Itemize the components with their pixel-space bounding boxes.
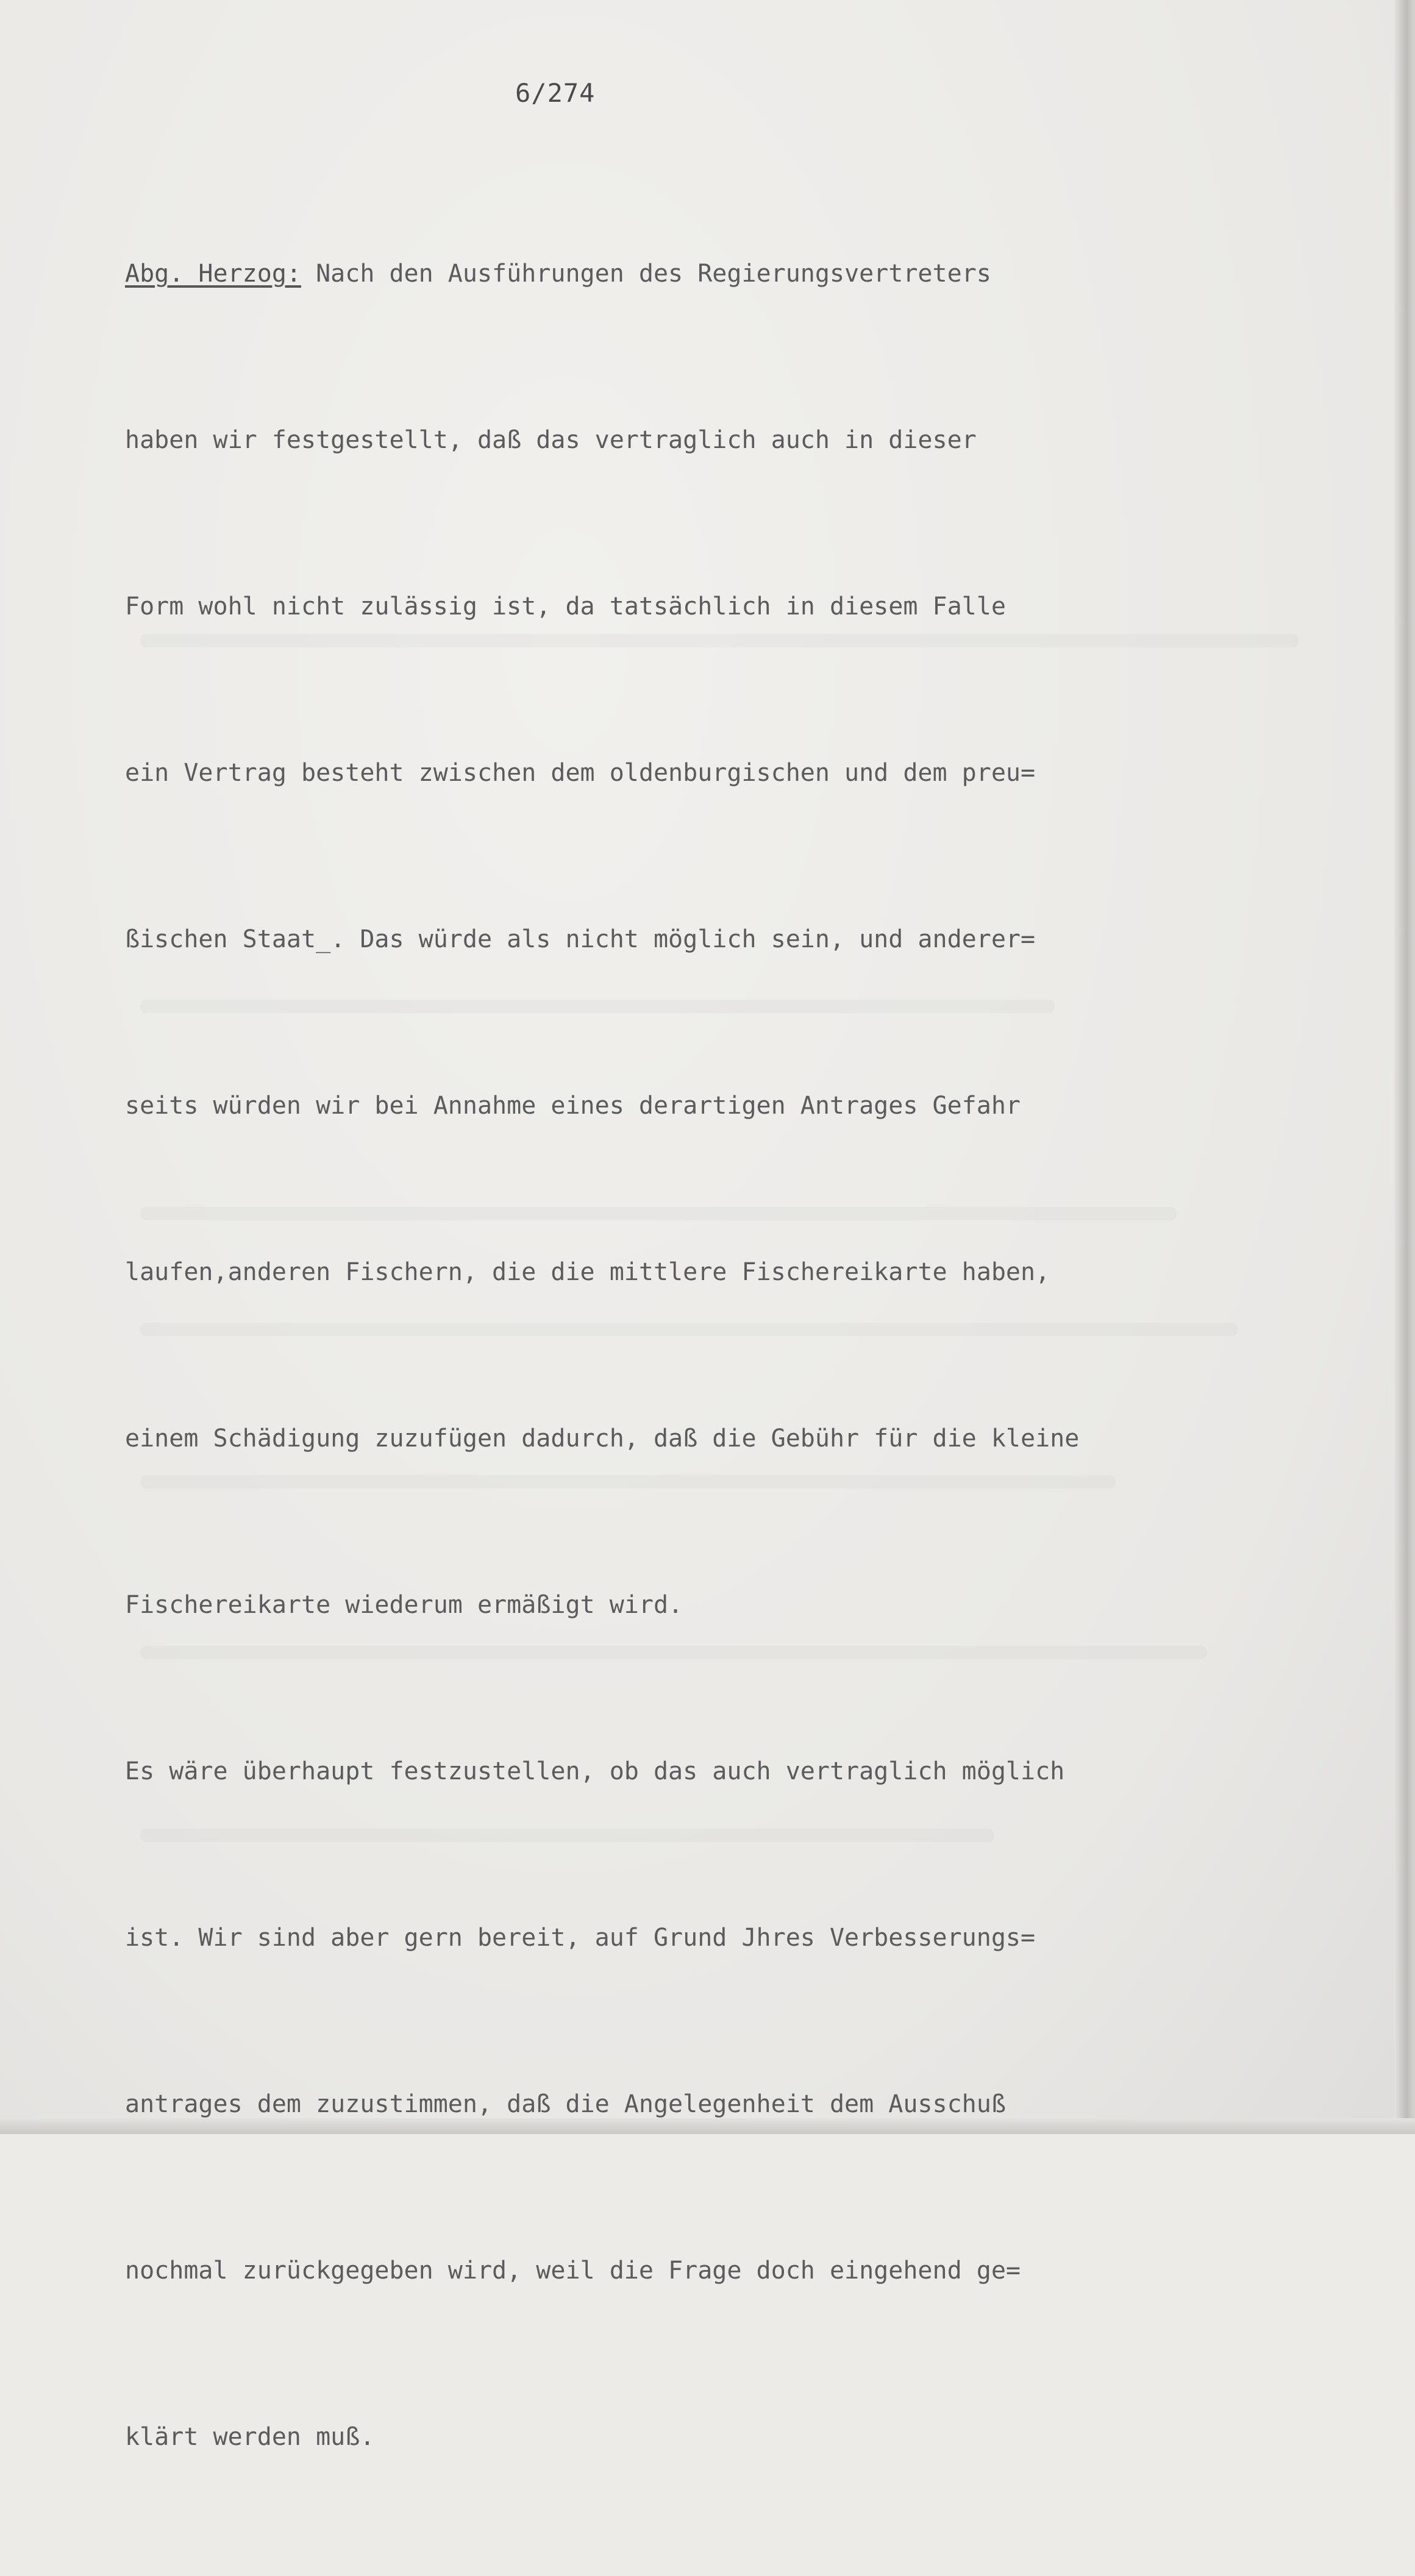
text-line-5: ßischen Staat_. Das würde als nicht möglich sein, und anderer=: [125, 925, 1036, 953]
text-line-10: Es wäre überhaupt festzustellen, ob das auch vertraglich möglich: [125, 1757, 1065, 1785]
page-number: 6/274: [515, 78, 596, 108]
speech-text: [125, 135, 1393, 2576]
text-line-14: klärt werden muß.: [125, 2423, 375, 2451]
text-line-2: haben wir festgestellt, daß das vertraglich auch in dieser: [125, 426, 977, 454]
text-line-9: Fischereikarte wiederum ermäßigt wird.: [125, 1591, 683, 1619]
text-line-3: Form wohl nicht zulässig ist, da tatsächlich in diesem Falle: [125, 592, 1006, 621]
text-line-11: ist. Wir sind aber gern bereit, auf Grund Jhres Verbesserungs=: [125, 1924, 1036, 1952]
text-line-8: einem Schädigung zuzufügen dadurch, daß die Gebühr für die kleine: [125, 1425, 1080, 1453]
speaker-label: Abg. Herzog:: [125, 260, 301, 288]
paper-edge-right: [1394, 0, 1415, 2134]
text-line-7: laufen,anderen Fischern, die die mittlere Fischereikarte haben,: [125, 1258, 1050, 1286]
text-line-1: Abg. Herzog: Nach den Ausführungen des Regierungsvertreters: [125, 260, 991, 288]
text-line-6: seits würden wir bei Annahme eines derartigen Antrages Gefahr: [125, 1092, 1021, 1120]
text-line-13: nochmal zurückgegeben wird, weil die Frage doch eingehend ge=: [125, 2257, 1021, 2285]
text-line-12: antrages dem zuzustimmen, daß die Angelegenheit dem Ausschuß: [125, 2090, 1006, 2118]
text-line-4: ein Vertrag besteht zwischen dem oldenburgischen und dem preu=: [125, 759, 1036, 787]
